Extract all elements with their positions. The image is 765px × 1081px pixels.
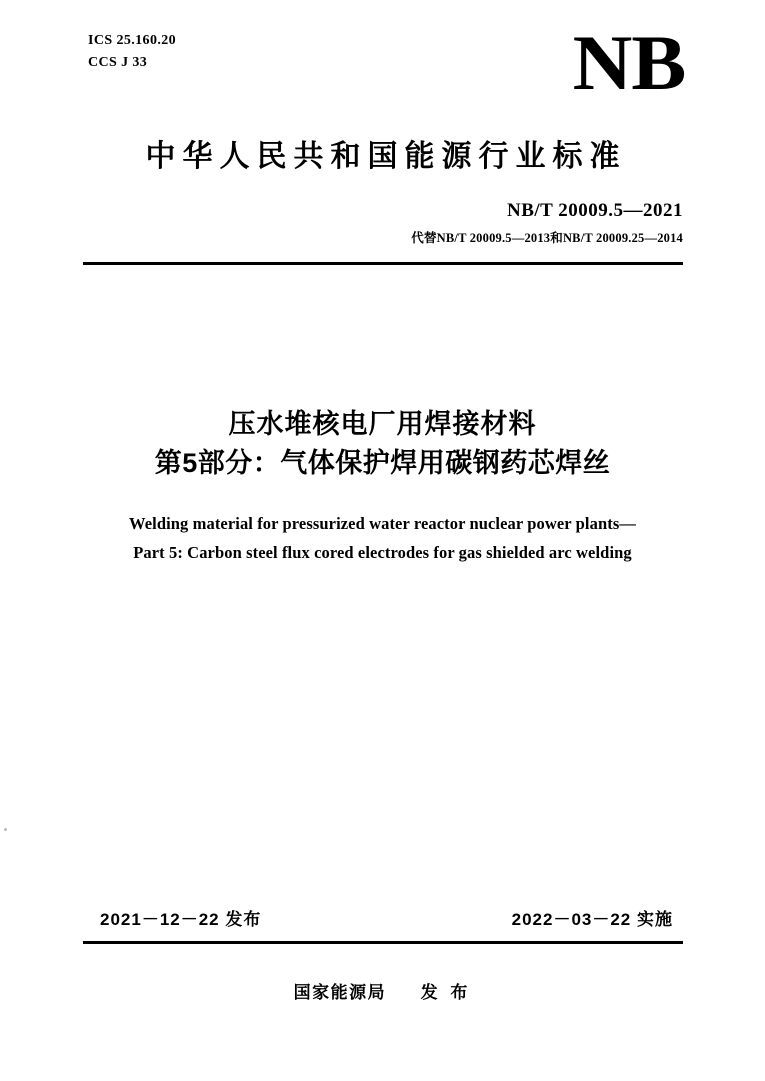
nb-logo: NB (572, 19, 685, 106)
standard-number: NB/T 20009.5—2021 (506, 200, 683, 221)
issuing-authority-heading: 中华人民共和国能源行业标准 (145, 140, 627, 173)
issue-date: 2021－12－22 发布 (100, 910, 262, 929)
document-title-cn-line1: 压水堆核电厂用焊接材料 (228, 409, 537, 439)
replaces-note: 代替NB/T 20009.5—2013和NB/T 20009.25—2014 (411, 231, 683, 245)
document-title-en (0, 510, 765, 568)
publisher-name: 国家能源局 (293, 983, 387, 1002)
ccs-code: CCS J 33 (88, 54, 148, 70)
divider-top (83, 262, 683, 265)
document-title-en-line1: Welding material for pressurized water reactor nuclear power plants— (129, 514, 636, 533)
document-title-cn-line2: 第5部分：气体保护焊用碳钢药芯焊丝 (154, 448, 611, 479)
publisher-line (0, 978, 765, 1003)
classification-codes (88, 30, 176, 73)
document-title-en-line2: Part 5: Carbon steel flux cored electrodes for gas shielded arc welding (133, 542, 632, 562)
page-edge-mark (4, 828, 7, 831)
publish-word: 发 布 (420, 983, 472, 1002)
implementation-date: 2022－03－22 实施 (511, 910, 673, 929)
divider-bottom (83, 941, 683, 944)
ics-code: ICS 25.160.20 (88, 33, 177, 48)
document-title-cn (0, 405, 765, 483)
